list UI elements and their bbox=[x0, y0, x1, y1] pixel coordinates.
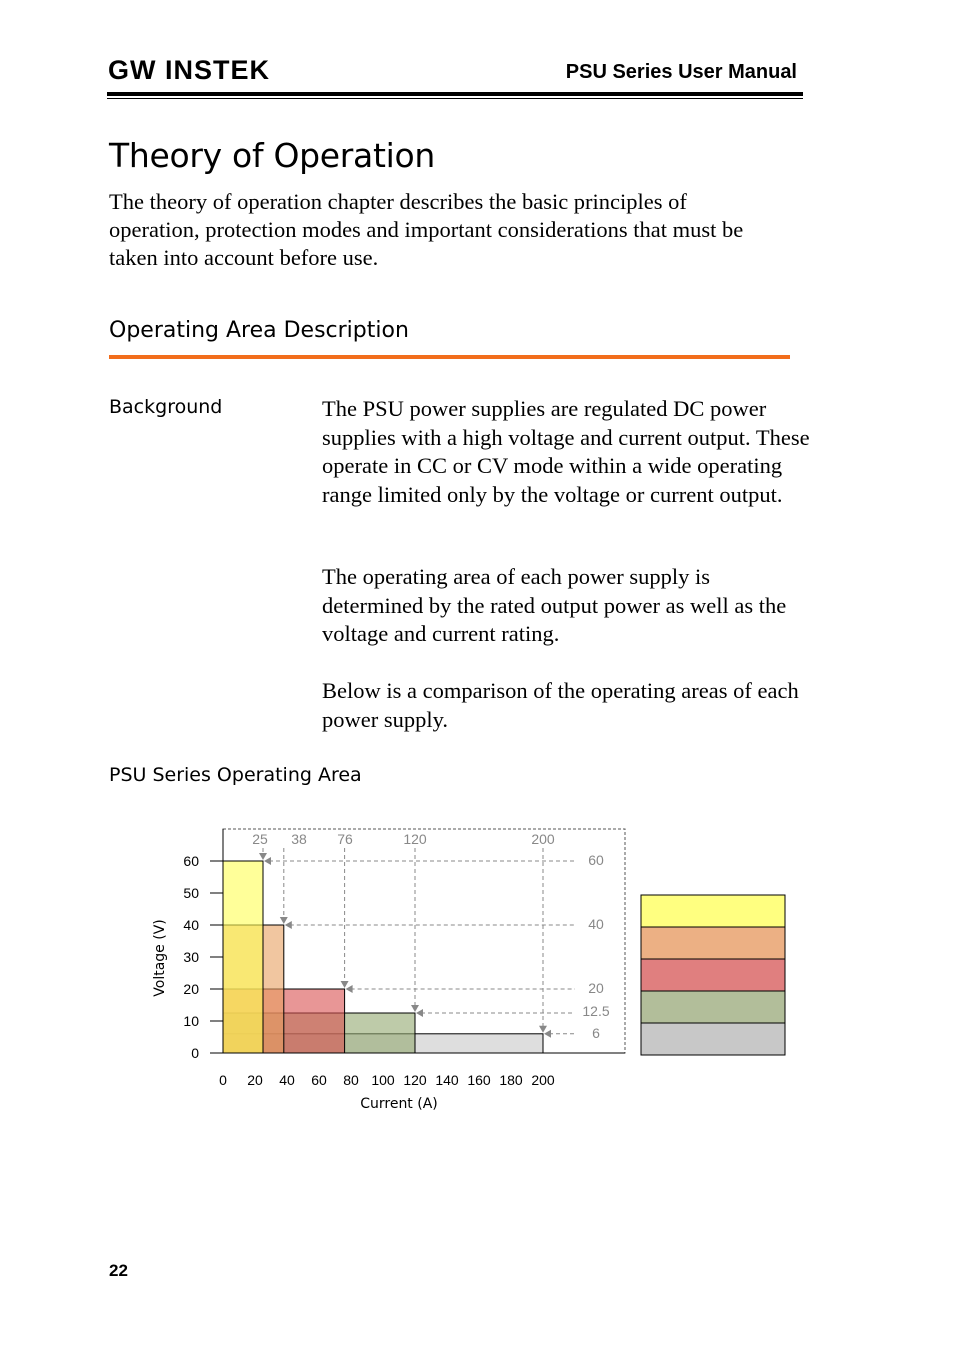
legend-swatch bbox=[641, 895, 785, 927]
background-label: Background bbox=[109, 396, 223, 418]
background-paragraph-1: The PSU power supplies are regulated DC power supplies with a high voltage and current output. These operate in CC or CV mode within a wide operating range limited only by the voltage or current output. bbox=[322, 396, 810, 507]
top-current-label: 38 bbox=[291, 831, 307, 847]
page-number: 22 bbox=[109, 1261, 128, 1280]
voltage-guide-arrow bbox=[264, 857, 271, 865]
y-axis-title: Voltage (V) bbox=[152, 919, 168, 997]
y-tick-label: 40 bbox=[183, 917, 199, 933]
chapter-title: Theory of Operation bbox=[109, 136, 435, 175]
right-voltage-label: 20 bbox=[588, 980, 604, 996]
y-tick-label: 60 bbox=[183, 853, 199, 869]
y-tick-label: 20 bbox=[183, 981, 199, 997]
voltage-guide-arrow bbox=[416, 1009, 423, 1017]
operating-area-25a bbox=[223, 861, 263, 1053]
x-tick-label: 200 bbox=[531, 1072, 555, 1088]
legend-swatch bbox=[641, 927, 785, 959]
voltage-guide-arrow bbox=[285, 921, 292, 929]
x-axis-title: Current (A) bbox=[360, 1096, 438, 1112]
figure-label: PSU Series Operating Area bbox=[109, 764, 362, 786]
top-current-label: 200 bbox=[531, 831, 555, 847]
legend-swatch bbox=[641, 991, 785, 1023]
background-paragraph-2: The operating area of each power supply is determined by the rated output power as well as the voltage and current rating. bbox=[322, 564, 787, 646]
current-guide-arrow bbox=[411, 1005, 419, 1012]
y-tick-label: 0 bbox=[191, 1045, 199, 1061]
x-tick-label: 40 bbox=[279, 1072, 295, 1088]
x-tick-label: 100 bbox=[371, 1072, 395, 1088]
x-tick-label: 120 bbox=[403, 1072, 427, 1088]
manual-title: PSU Series User Manual bbox=[565, 61, 797, 83]
right-voltage-label: 6 bbox=[592, 1025, 600, 1041]
x-tick-label: 20 bbox=[247, 1072, 263, 1088]
top-current-label: 76 bbox=[337, 831, 353, 847]
y-tick-label: 50 bbox=[183, 885, 199, 901]
section-title: Operating Area Description bbox=[109, 318, 409, 343]
x-tick-label: 60 bbox=[311, 1072, 327, 1088]
y-tick-label: 30 bbox=[183, 949, 199, 965]
current-guide-arrow bbox=[259, 853, 267, 860]
x-tick-label: 140 bbox=[435, 1072, 459, 1088]
background-paragraph-3: Below is a comparison of the operating areas of each power supply. bbox=[322, 678, 799, 732]
voltage-guide-arrow bbox=[346, 985, 353, 993]
voltage-guide-arrow bbox=[544, 1030, 551, 1038]
x-tick-label: 80 bbox=[343, 1072, 359, 1088]
y-tick-label: 10 bbox=[183, 1013, 199, 1029]
top-current-label: 120 bbox=[403, 831, 427, 847]
right-voltage-label: 40 bbox=[588, 916, 604, 932]
current-guide-arrow bbox=[280, 917, 288, 924]
x-tick-label: 180 bbox=[499, 1072, 523, 1088]
brand-logo-text: GW INSTEK bbox=[108, 55, 270, 83]
legend-swatch bbox=[641, 1023, 785, 1055]
x-tick-label: 160 bbox=[467, 1072, 491, 1088]
top-current-label: 25 bbox=[252, 831, 268, 847]
chapter-intro: The theory of operation chapter describes the basic principles of operation, protection modes and important considerations that must be taken into account before use. bbox=[109, 189, 744, 270]
right-voltage-label: 12.5 bbox=[582, 1003, 610, 1019]
legend-swatch bbox=[641, 959, 785, 991]
current-guide-arrow bbox=[341, 981, 349, 988]
right-voltage-label: 60 bbox=[588, 852, 604, 868]
x-tick-label: 0 bbox=[219, 1072, 227, 1088]
current-guide-arrow bbox=[539, 1026, 547, 1033]
